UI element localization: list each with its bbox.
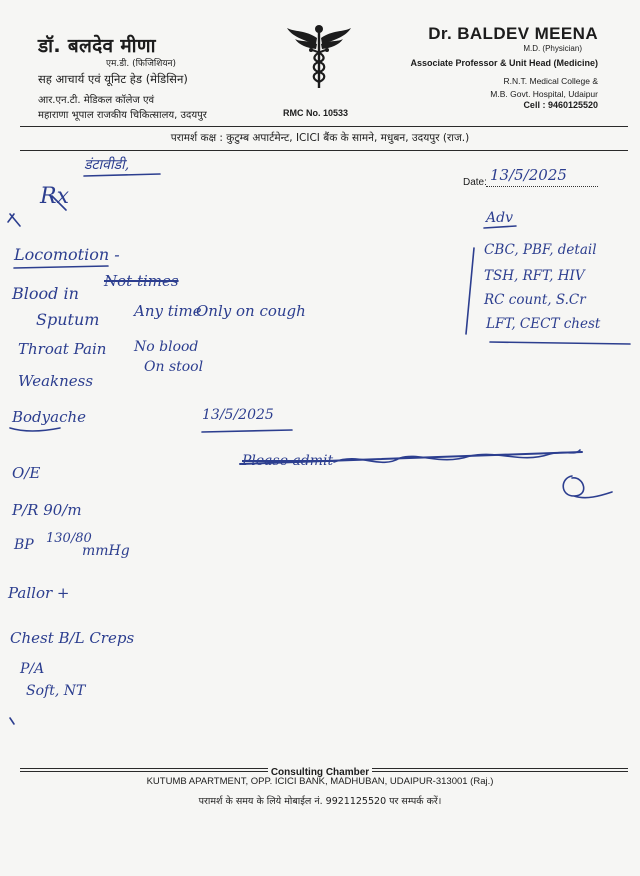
bp-label: BP [14, 537, 34, 553]
note-pallor: Pallor + [8, 584, 70, 602]
note-any-time: Any time [134, 302, 202, 320]
doctor-post-hindi: सह आचार्य एवं यूनिट हेड (मेडिसिन) [38, 72, 188, 86]
consulting-chamber-label: Consulting Chamber [268, 767, 372, 778]
bp-unit-note: mmHg [82, 543, 130, 559]
bodyache-underline [10, 428, 60, 431]
doctor-degree-english: M.D. (Physician) [523, 44, 582, 53]
note-on-stool: On stool [144, 359, 204, 375]
advice-heading-underline [484, 226, 516, 228]
footer-address: KUTUMB APARTMENT, OPP. ICICI BANK, MADHUBAN, UDAIPUR-313001 (Raj.) [146, 776, 494, 787]
struck-admission-note: Please admit [242, 453, 334, 469]
college-hindi-1: आर.एन.टी. मेडिकल कॉलेज एवं [38, 95, 155, 106]
advice-underline [490, 342, 630, 344]
college-english-1: R.N.T. Medical College & [503, 76, 598, 86]
advice-line-2: TSH, RFT, HIV [484, 268, 585, 284]
college-english-2: M.B. Govt. Hospital, Udaipur [490, 89, 598, 99]
note-only-on-cough: Only on cough [196, 302, 306, 320]
advice-line-4: LFT, CECT chest [486, 316, 601, 332]
consulting-address-hindi: परामर्श कक्ष : कुटुम्ब अपार्टमेन्ट, ICICI बैंक के सामने, मधुबन, उदयपुर (राज.) [170, 132, 470, 144]
footer-contact-hindi: परामर्श के समय के लिये मोबाईल नं. 9921125520 पर सम्पर्क करें। [198, 796, 442, 807]
note-no-blood: No blood [134, 339, 199, 355]
followup-date-underline [202, 430, 292, 432]
doctor-cell-number: Cell : 9460125520 [523, 100, 598, 110]
note-per-abdomen: P/A [20, 661, 45, 677]
note-soft-nontender: Soft, NT [26, 683, 86, 699]
doctor-name-english: Dr. BALDEV MEENA [428, 24, 598, 43]
note-on-examination: O/E [12, 464, 41, 482]
note-blood-in: Blood in [12, 284, 79, 303]
tick-mark [10, 718, 14, 724]
rx-tail-stroke [52, 196, 66, 210]
advice-heading: Adv [486, 210, 513, 226]
crossed-note: Not times [104, 272, 179, 290]
note-weakness: Weakness [18, 372, 94, 390]
registration-number: RMC No. 10533 [283, 108, 349, 118]
doctor-post-english: Associate Professor & Unit Head (Medicine) [410, 58, 598, 68]
date-label: Date: [463, 177, 487, 188]
rx-symbol: Rx [40, 184, 69, 209]
patient-name: डंटावीडी, [84, 157, 130, 173]
followup-date: 13/5/2025 [202, 407, 274, 423]
advice-line-3: RC count, S.Cr [484, 292, 586, 308]
patient-name-underline [84, 174, 160, 176]
bullet-mark [8, 214, 20, 226]
date-value: 13/5/2025 [490, 166, 567, 184]
doctor-name-hindi: डॉ. बलदेव मीणा [38, 35, 156, 57]
note-throat-pain: Throat Pain [18, 340, 107, 358]
college-hindi-2: महाराणा भूपाल राजकीय चिकित्सालय, उदयपुर [38, 110, 207, 121]
note-bodyache: Bodyache [12, 408, 87, 426]
note-chest: Chest B/L Creps [10, 629, 135, 647]
advice-bracket [466, 248, 474, 334]
locomotion-underline [14, 266, 108, 268]
doctor-signature [563, 476, 612, 498]
advice-line-1: CBC, PBF, detail [484, 242, 597, 258]
note-locomotion: Locomotion - [14, 245, 120, 264]
note-sputum: Sputum [36, 310, 100, 329]
doctor-degree-hindi: एम.डी. (फिजिशियन) [106, 59, 177, 69]
bp-value: 130/80 [46, 531, 92, 546]
note-pulse-rate: P/R 90/m [12, 501, 82, 519]
